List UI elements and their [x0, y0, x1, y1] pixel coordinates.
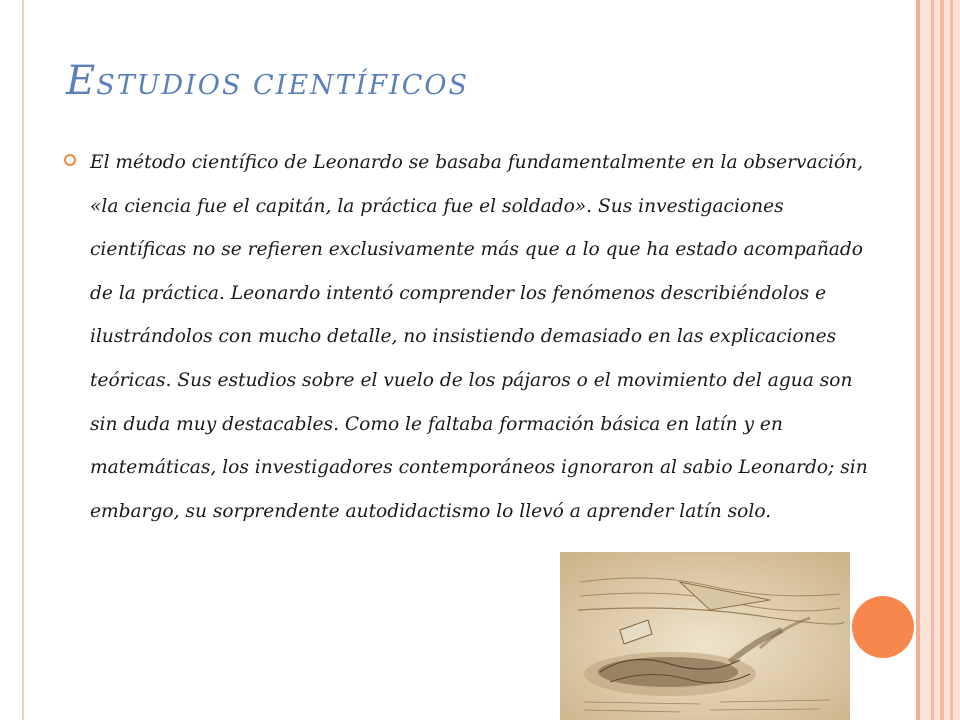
sketch-illustration — [560, 552, 850, 720]
title-rest: STUDIOS CIENTÍFICOS — [96, 70, 470, 101]
body-paragraph: El método científico de Leonardo se basaba fundamentalmente en la observación, «la ciencia fue el capitán, la práctica fue el soldado». Sus investigaciones científicas no se refieren exclusivamente más que a lo que ha estado acompañado de la práctica. Leonardo intentó comprender los fenómenos describiéndolos e ilustrándolos con mucho detalle, no insistiendo demasiado en las explicaciones teóricas. Sus estudios sobre el vuelo de los pájaros o el movimiento del agua son sin duda muy destacables. Como le faltaba formación básica en latín y en matemáticas, los investigadores contemporáneos ignoraron al sabio Leonardo; sin embargo, su sorprendente autodidactismo lo llevó a aprender latín solo. — [90, 152, 868, 522]
left-frame-line — [22, 0, 24, 720]
right-stripe — [950, 0, 953, 720]
right-stripe — [940, 0, 944, 720]
leonardo-water-study-image — [560, 552, 850, 720]
right-frame-line — [916, 0, 920, 720]
orange-circle-icon — [852, 596, 914, 658]
slide-title — [66, 58, 469, 104]
title-initial: E — [66, 58, 97, 104]
right-stripe — [931, 0, 934, 720]
circle-bullet-icon — [64, 154, 76, 166]
